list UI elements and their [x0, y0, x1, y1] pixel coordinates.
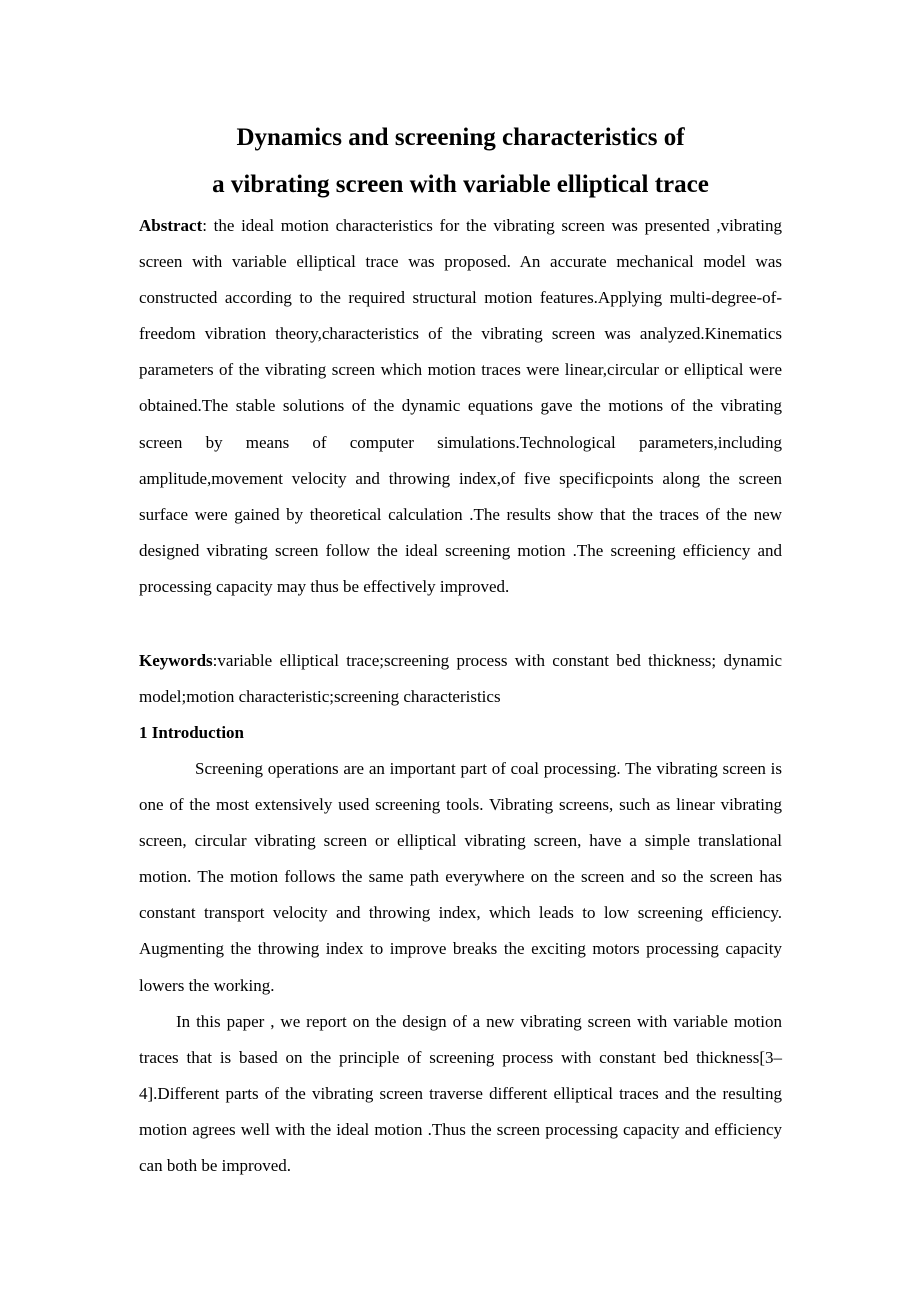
abstract-label: Abstract	[139, 216, 203, 235]
paper-title-line-2: a vibrating screen with variable elliptical trace	[212, 171, 709, 198]
keywords-paragraph	[139, 643, 782, 715]
keywords-text: :variable elliptical trace;screening process with constant bed thickness; dynamic model;motion characteristic;screening characteristics	[139, 651, 782, 707]
introduction-paragraph-2: In this paper , we report on the design of a new vibrating screen with variable motion traces that is based on the principle of screening process with constant bed thickness[3–4].Different parts of the vibrating screen traverse different elliptical traces and the resulting motion agrees well with the ideal motion .Thus the screen processing capacity and efficiency can both be improved.	[139, 1012, 782, 1176]
abstract-paragraph	[139, 208, 782, 605]
section-heading-introduction: 1 Introduction	[139, 723, 245, 742]
keywords-label: Keywords	[139, 651, 213, 670]
paper-title-line-1: Dynamics and screening characteristics of	[236, 124, 685, 151]
abstract-text: : the ideal motion characteristics for the vibrating screen was presented ,vibrating screen with variable elliptical trace was proposed. An accurate mechanical model was constructed according to the required structural motion features.Applying multi-degree-of-freedom vibration theory,characteristics of the vibrating screen was analyzed.Kinematics parameters of the vibrating screen which motion traces were linear,circular or elliptical were obtained.The stable solutions of the dynamic equations gave the motions of the vibrating screen by means of computer simulations.Technological parameters,including amplitude,movement velocity and throwing index,of five specificpoints along the screen surface were gained by theoretical calculation .The results show that the traces of the new designed vibrating screen follow the ideal screening motion .The screening efficiency and processing capacity may thus be effectively improved.	[139, 216, 782, 596]
introduction-paragraph-1: Screening operations are an important part of coal processing. The vibrating screen is one of the most extensively used screening tools. Vibrating screens, such as linear vibrating screen, circular vibrating screen or elliptical vibrating screen, have a simple translational motion. The motion follows the same path everywhere on the screen and so the screen has constant transport velocity and throwing index, which leads to low screening efficiency. Augmenting the throwing index to improve breaks the exciting motors processing capacity lowers the working.	[139, 759, 782, 995]
